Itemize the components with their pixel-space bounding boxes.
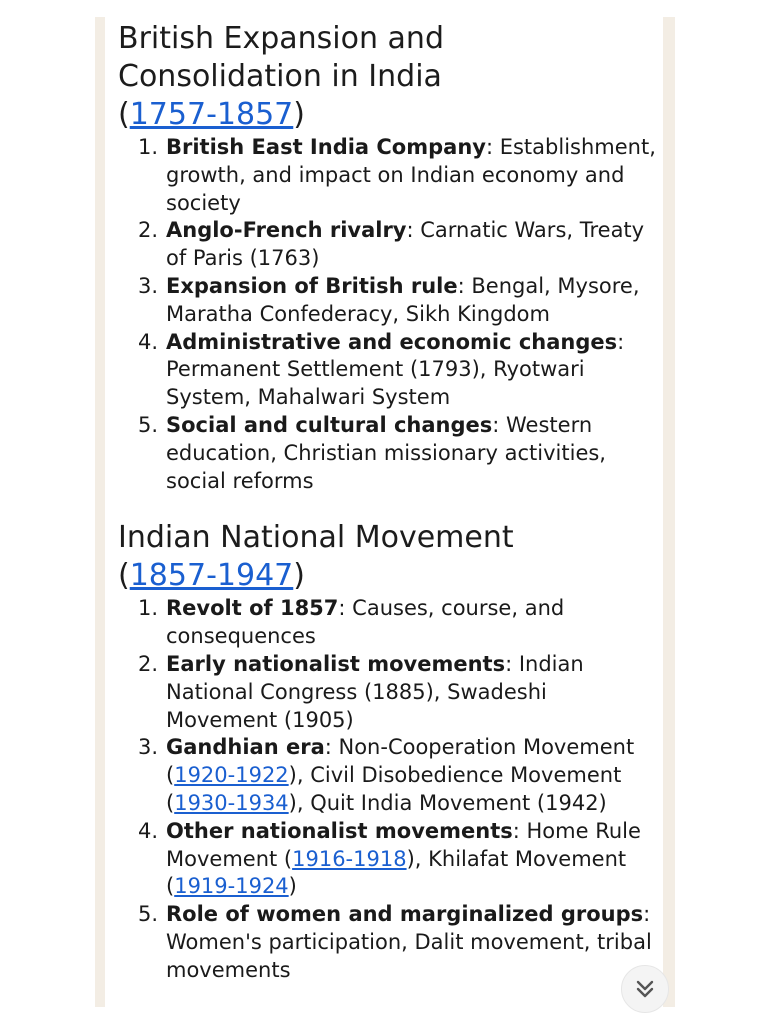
item-title: Social and cultural changes — [166, 412, 493, 437]
paren: ) — [293, 97, 305, 132]
list-item — [118, 134, 663, 217]
item-title: Expansion of British rule — [166, 273, 458, 298]
section-british-expansion — [118, 20, 663, 495]
item-title: Gandhian era — [166, 735, 325, 760]
list-item — [118, 651, 663, 734]
item-text: : Home Rule Movement ( — [166, 818, 641, 871]
section-heading — [118, 519, 663, 595]
document-content — [118, 20, 663, 985]
scroll-down-button[interactable] — [621, 965, 669, 1013]
item-number: 3. — [138, 273, 159, 298]
paren: ) — [293, 558, 305, 594]
date-link[interactable]: 1916-1918 — [292, 846, 407, 871]
list-item — [118, 595, 663, 651]
heading-line: Indian National Movement — [118, 520, 514, 556]
heading-line: Consolidation in India — [118, 59, 442, 94]
list-item — [118, 901, 663, 984]
item-number: 4. — [138, 329, 159, 354]
double-chevron-down-icon — [634, 978, 656, 1000]
item-title: Administrative and economic changes — [166, 329, 618, 354]
item-number: 2. — [138, 651, 159, 676]
item-text: ), Civil Disobedience Movement ( — [166, 763, 622, 815]
item-number: 4. — [138, 818, 159, 843]
section-heading — [118, 20, 663, 134]
item-text: : Non-Cooperation Movement ( — [166, 735, 635, 788]
item-number: 5. — [138, 902, 159, 927]
item-number: 2. — [138, 218, 159, 243]
item-text: : Bengal, Mysore, Maratha Confederacy, Sikh Kingdom — [166, 273, 640, 326]
item-text: : Women's participation, Dalit movement, tribal movements — [166, 902, 652, 982]
item-title: British East India Company — [166, 135, 486, 159]
item-text: ), Khilafat Movement ( — [166, 846, 627, 899]
item-number: 1. — [138, 596, 159, 621]
list-item — [118, 217, 663, 273]
topic-list — [118, 595, 663, 984]
list-item — [118, 818, 663, 901]
item-text: ) — [288, 874, 297, 899]
date-link[interactable]: 1919-1924 — [174, 874, 289, 899]
date-link[interactable]: 1757-1857 — [129, 97, 294, 132]
item-title: Anglo-French rivalry — [166, 218, 407, 243]
item-number: 3. — [138, 735, 159, 760]
list-item — [118, 412, 663, 495]
date-link[interactable]: 1930-1934 — [174, 790, 289, 815]
heading-line: British Expansion and — [118, 21, 444, 56]
item-text: : Indian National Congress (1885), Swadeshi Movement (1905) — [166, 651, 584, 732]
item-title: Other nationalist movements — [166, 818, 513, 843]
topic-list — [118, 134, 663, 495]
item-text: : Western education, Christian missionary activities, social reforms — [166, 412, 606, 493]
paren: ( — [118, 97, 130, 132]
date-link[interactable]: 1857-1947 — [129, 558, 294, 594]
item-number: 5. — [138, 412, 159, 437]
paren: ( — [118, 558, 130, 594]
item-text: : Carnatic Wars, Treaty of Paris (1763) — [166, 218, 645, 271]
date-link[interactable]: 1920-1922 — [174, 763, 289, 788]
right-decorative-border — [663, 17, 675, 1007]
item-text: : Establishment, growth, and impact on Indian economy and society — [166, 135, 656, 215]
list-item — [118, 273, 663, 329]
list-item — [118, 329, 663, 412]
item-text: : Causes, course, and consequences — [166, 596, 565, 649]
item-number: 1. — [138, 135, 159, 159]
item-title: Role of women and marginalized groups — [166, 902, 644, 927]
list-item — [118, 734, 663, 817]
item-title: Revolt of 1857 — [166, 596, 339, 621]
item-text: ), Quit India Movement (1942) — [288, 790, 607, 815]
left-decorative-border — [95, 17, 105, 1007]
item-title: Early nationalist movements — [166, 651, 506, 676]
section-national-movement — [118, 519, 663, 984]
item-text: : Permanent Settlement (1793), Ryotwari System, Mahalwari System — [166, 329, 625, 410]
